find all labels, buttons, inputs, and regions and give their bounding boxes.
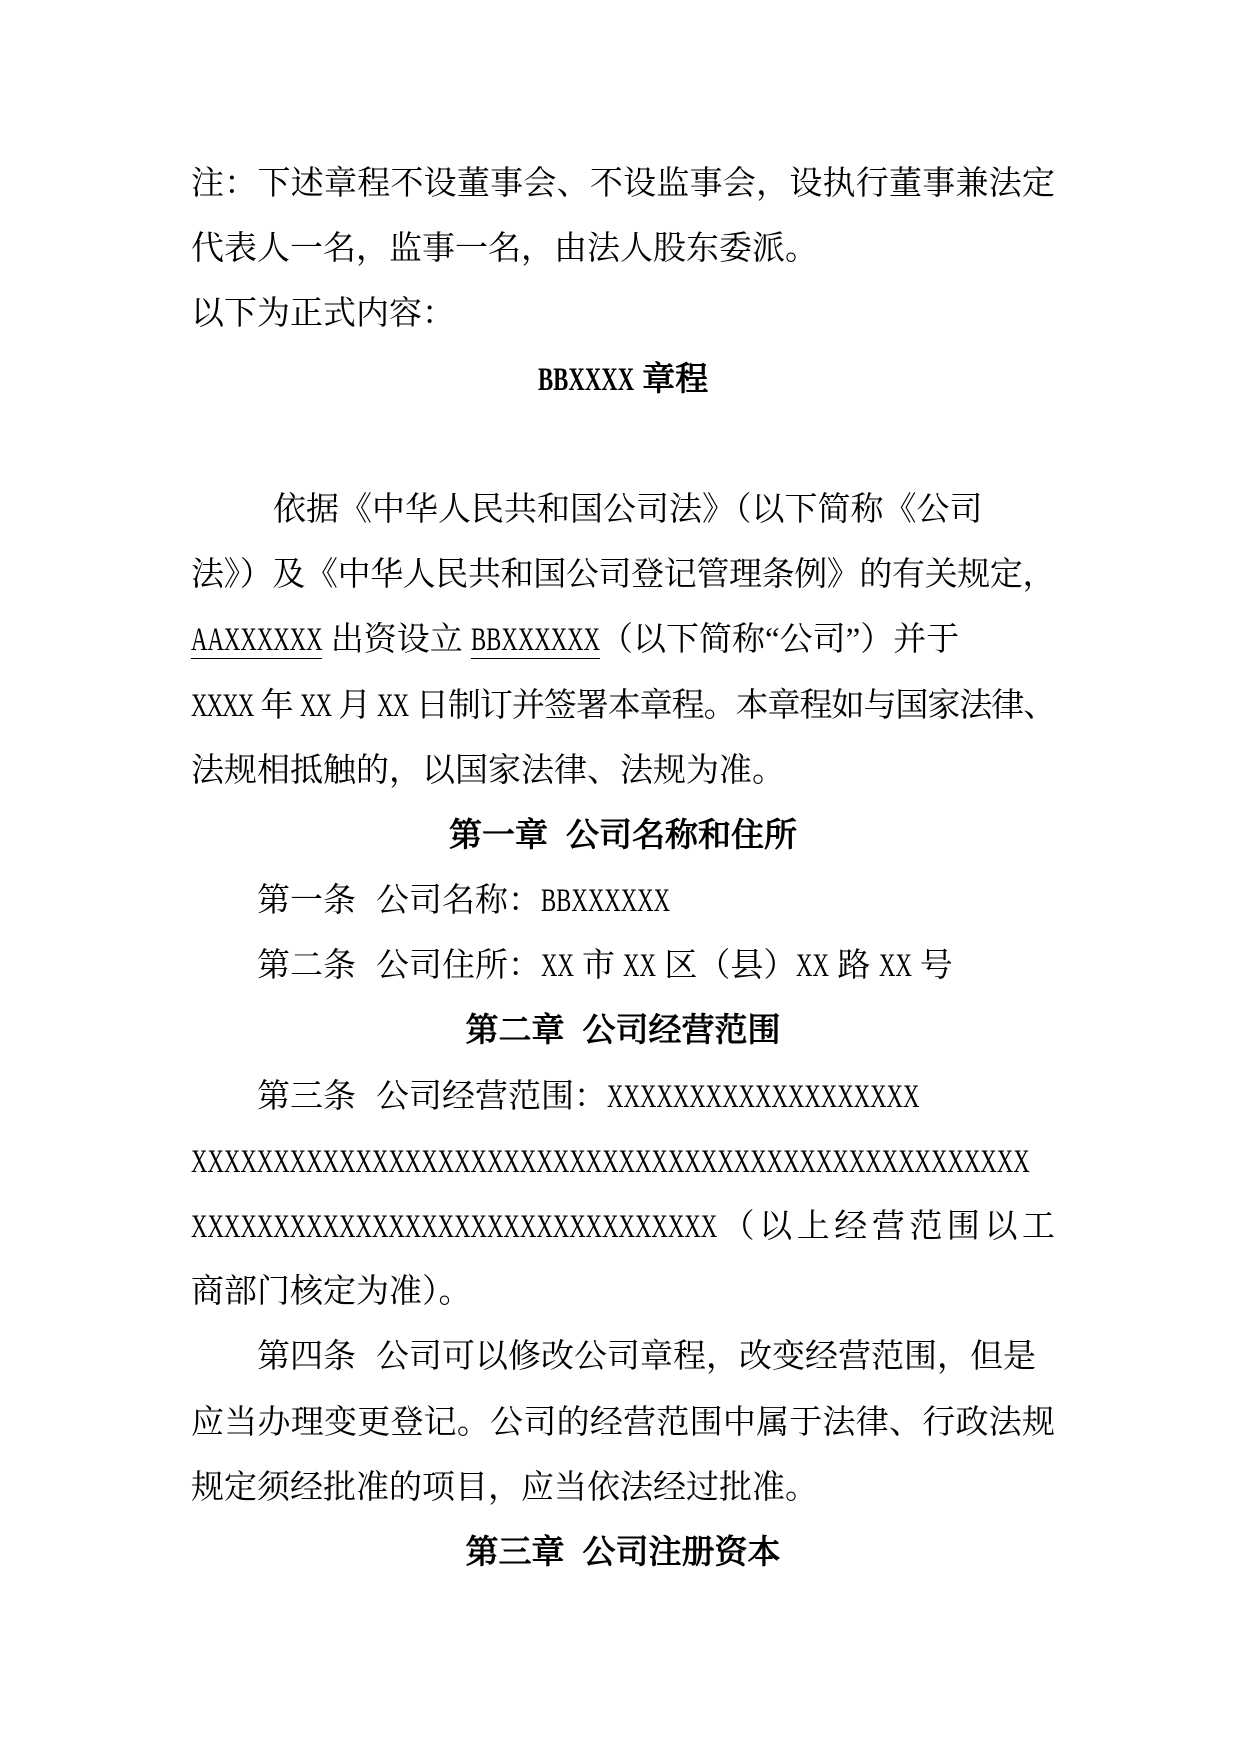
investor-name bbox=[191, 622, 322, 659]
article-continuation-line bbox=[191, 1391, 1055, 1456]
latin-text-run: BBXXXXXX bbox=[470, 622, 600, 659]
preamble-text: （以下简称“公司”）并于 bbox=[600, 622, 960, 659]
preamble-text: 法》）及《中华人民共和国公司登记管理条例》的有关规定， bbox=[191, 557, 1055, 594]
blank-line bbox=[191, 413, 1055, 478]
latin-text-run: XX bbox=[299, 687, 332, 724]
article-continuation-line bbox=[191, 1130, 1055, 1195]
document-title-line bbox=[191, 348, 1055, 413]
document-body bbox=[191, 152, 1055, 1586]
latin-text-run: XXXXXXXXXXXXXXXXXXXXXXXXXXXXXXXXXXXXXXXXXXXXXXXXXXX bbox=[191, 1143, 1030, 1180]
article-text bbox=[191, 1144, 1030, 1180]
chapter-title: 公司注册资本 bbox=[582, 1534, 781, 1571]
chapter-label: 第二章 bbox=[465, 1013, 565, 1050]
chapter-title: 公司名称和住所 bbox=[566, 817, 797, 854]
article-continuation-line bbox=[191, 1260, 1055, 1325]
note-line bbox=[191, 282, 1055, 347]
latin-text-run: XX bbox=[878, 948, 912, 985]
chapter-label: 第三章 bbox=[465, 1534, 565, 1571]
preamble-text: 依据《中华人民共和国公司法》（以下简称《公司 bbox=[273, 491, 983, 528]
note-text: 代表人一名，监事一名，由法人股东委派。 bbox=[191, 231, 818, 268]
chapter-title: 公司经营范围 bbox=[582, 1013, 781, 1050]
chapter-label: 第一章 bbox=[449, 817, 548, 854]
article-continuation-line bbox=[191, 1195, 1055, 1260]
article-text: 商部门核定为准）。 bbox=[191, 1274, 472, 1311]
preamble-line bbox=[191, 674, 1055, 739]
latin-text-run: XX bbox=[623, 948, 657, 985]
note-text: 以下为正式内容： bbox=[191, 296, 455, 333]
preamble-line bbox=[191, 608, 1055, 673]
latin-text-run: BBXXXXXX bbox=[541, 883, 671, 920]
note-text: 注：下述章程不设董事会、不设监事会，设执行董事兼法定 bbox=[191, 166, 1055, 202]
note-line bbox=[191, 217, 1055, 282]
latin-text-run: XXXXXXXXXXXXXXXXXXXXXXXXXXXXXXXX bbox=[191, 1209, 718, 1245]
article-text: 公司住所：XX 市 XX 区（县）XX 路 XX 号 bbox=[376, 948, 953, 985]
article-continuation-line bbox=[191, 1456, 1055, 1521]
chapter-heading bbox=[191, 804, 1055, 869]
latin-text-run: XX bbox=[541, 948, 574, 985]
latin-text-run: AAXXXXXX bbox=[191, 622, 323, 659]
preamble-line bbox=[191, 478, 1055, 543]
latin-text-run: BBXXXX bbox=[537, 361, 634, 398]
article-text: 公司可以修改公司章程，改变经营范围，但是 bbox=[376, 1339, 1036, 1376]
article-text: XXXXXXXXXXXXXXXXXXXXXXXXXXXXXXXX（以上经营范围以工 bbox=[191, 1209, 1055, 1245]
latin-text-run: XX bbox=[796, 948, 830, 985]
latin-text-run: XX bbox=[377, 687, 409, 724]
chapter-heading bbox=[191, 999, 1055, 1064]
article-label: 第一条 bbox=[257, 883, 356, 920]
chapter-heading bbox=[191, 1521, 1055, 1586]
document-title: BBXXXX 章程 bbox=[537, 361, 709, 398]
note-line bbox=[191, 152, 1055, 217]
company-name bbox=[471, 622, 600, 659]
article-line bbox=[191, 1065, 1055, 1130]
preamble-text: XXXX 年 XX 月 XX 日制订并签署本章程。本章程如与国家法律、 bbox=[191, 687, 1056, 724]
article-line bbox=[191, 934, 1055, 999]
preamble-line bbox=[191, 543, 1055, 608]
preamble-line bbox=[191, 739, 1055, 804]
preamble-text: 出资设立 bbox=[322, 622, 471, 659]
article-label: 第二条 bbox=[257, 948, 356, 985]
article-text: 公司经营范围：XXXXXXXXXXXXXXXXXXX bbox=[376, 1078, 920, 1115]
article-line bbox=[191, 1325, 1055, 1390]
latin-text-run: XXXXXXXXXXXXXXXXXXX bbox=[607, 1078, 920, 1115]
article-text: 公司名称：BBXXXXXX bbox=[376, 883, 671, 920]
article-text: 应当办理变更登记。公司的经营范围中属于法律、行政法规 bbox=[191, 1404, 1055, 1441]
preamble-text: 法规相抵触的，以国家法律、法规为准。 bbox=[191, 752, 785, 789]
article-text: 规定须经批准的项目，应当依法经过批准。 bbox=[191, 1469, 818, 1506]
article-line bbox=[191, 869, 1055, 934]
latin-text-run: XXXX bbox=[191, 687, 254, 724]
article-label: 第三条 bbox=[257, 1078, 356, 1115]
article-label: 第四条 bbox=[257, 1339, 356, 1376]
